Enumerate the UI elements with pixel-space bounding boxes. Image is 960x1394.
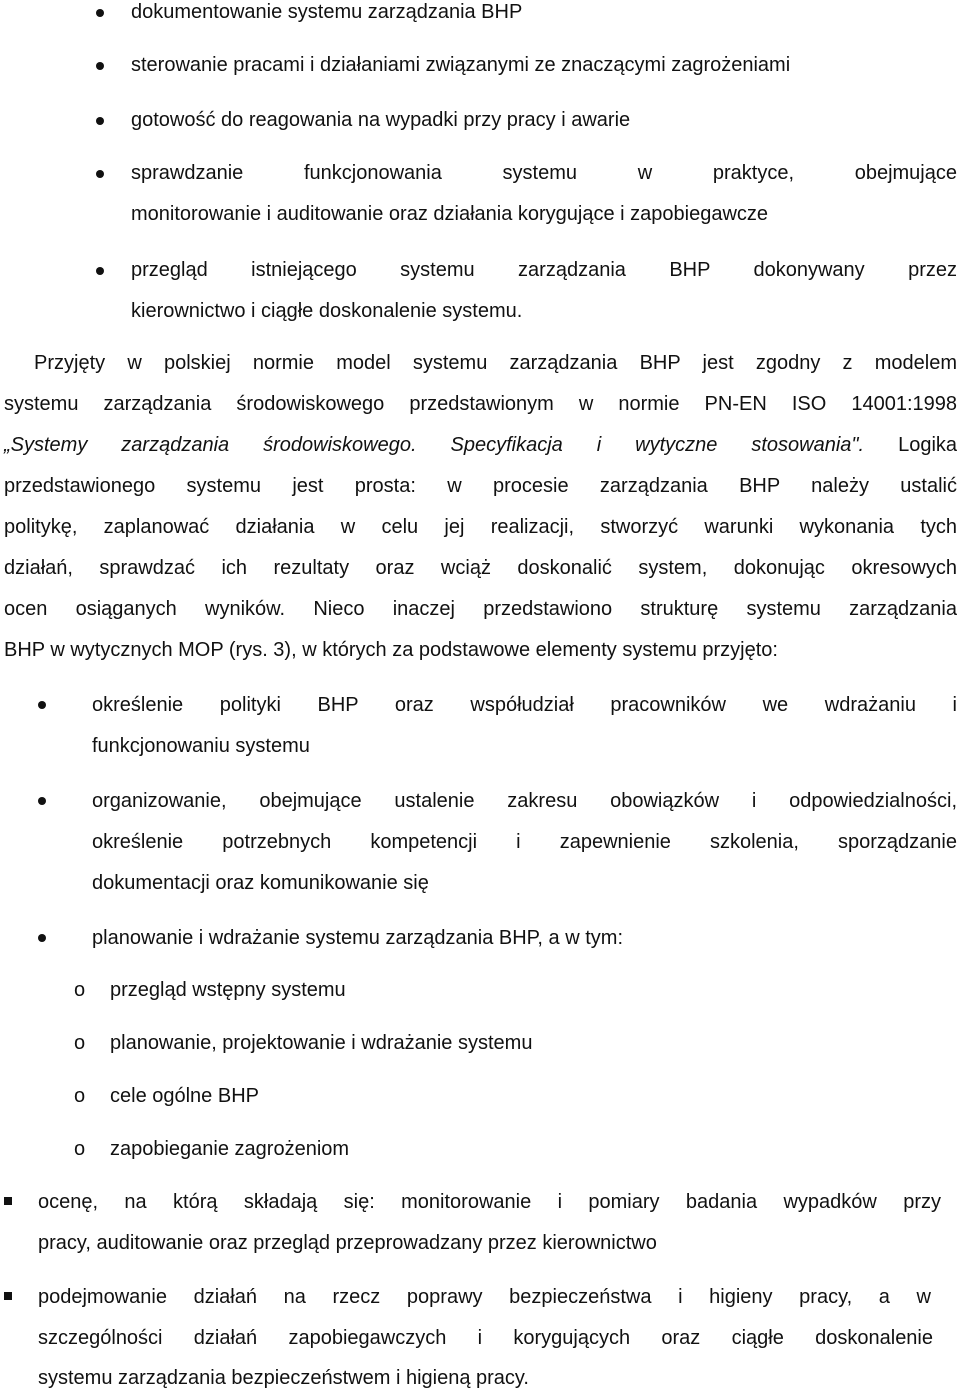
paragraph-line: systemu zarządzania środowiskowego przedstawionym w normie PN-EN ISO 14001:1998 [4, 393, 957, 415]
bullet-icon [96, 62, 104, 70]
bullet-icon [38, 701, 46, 709]
bullet-icon [38, 934, 46, 942]
list-item-line: ocenę, na którą składają się: monitorowanie i pomiary badania wypadków przy [38, 1191, 941, 1213]
bullet-icon [96, 267, 104, 275]
circle-bullet-icon: o [74, 1032, 86, 1054]
paragraph-line: przedstawionego systemu jest prosta: w procesie zarządzania BHP należy ustalić [4, 475, 957, 497]
list-item-line: pracy, auditowanie oraz przegląd przeprowadzany przez kierownictwo [38, 1232, 657, 1254]
list-item-line: podejmowanie działań na rzecz poprawy bezpieczeństwa i higieny pracy, a w [38, 1286, 931, 1308]
bullet-icon [96, 9, 104, 17]
circle-bullet-icon: o [74, 1085, 86, 1107]
paragraph-text: Logika [898, 434, 958, 456]
list-item: sterowanie pracami i działaniami związanymi ze znaczącymi zagrożeniami [131, 54, 791, 76]
paragraph-line: politykę, zaplanować działania w celu jej realizacji, stworzyć warunki wykonania tych [4, 516, 957, 538]
list-item-line: dokumentacji oraz komunikowanie się [92, 872, 429, 894]
bullet-icon [38, 797, 46, 805]
circle-bullet-icon: o [74, 1138, 86, 1160]
bullet-icon [96, 170, 104, 178]
square-bullet-icon [4, 1197, 12, 1205]
paragraph-line [4, 433, 957, 457]
sublist-item: planowanie, projektowanie i wdrażanie systemu [110, 1032, 533, 1054]
list-item-line: szczególności działań zapobiegawczych i korygujących oraz ciągłe doskonalenie [38, 1327, 933, 1349]
paragraph-line: BHP w wytycznych MOP (rys. 3), w których za podstawowe elementy systemu przyjęto: [4, 639, 778, 661]
list-item-line: przegląd istniejącego systemu zarządzania BHP dokonywany przez [131, 259, 957, 281]
list-item-line: określenie potrzebnych kompetencji i zapewnienie szkolenia, sporządzanie [92, 831, 957, 853]
list-item: gotowość do reagowania na wypadki przy pracy i awarie [131, 109, 631, 131]
sublist-item: cele ogólne BHP [110, 1085, 259, 1107]
list-item-line: kierownictwo i ciągłe doskonalenie systemu. [131, 300, 523, 322]
list-item-line: systemu zarządzania bezpieczeństwem i higieną pracy. [38, 1367, 529, 1389]
list-item-line: funkcjonowaniu systemu [92, 735, 310, 757]
list-item-line: planowanie i wdrażanie systemu zarządzania BHP, a w tym: [92, 927, 623, 949]
paragraph-line: ocen osiąganych wyników. Nieco inaczej przedstawiono strukturę systemu zarządzania [4, 598, 957, 620]
list-item-line: organizowanie, obejmujące ustalenie zakresu obowiązków i odpowiedzialności, [92, 790, 957, 812]
list-item-line: określenie polityki BHP oraz współudział pracowników we wdrażaniu i [92, 694, 957, 716]
list-item-line: monitorowanie i auditowanie oraz działania korygujące i zapobiegawcze [131, 203, 769, 225]
sublist-item: zapobieganie zagrożeniom [110, 1138, 350, 1160]
square-bullet-icon [4, 1292, 12, 1300]
paragraph-line: działań, sprawdzać ich rezultaty oraz wciąż doskonalić system, dokonując okresowych [4, 557, 957, 579]
italic-citation: „Systemy zarządzania środowiskowego. Specyfikacja i wytyczne stosowania". [4, 434, 865, 456]
circle-bullet-icon: o [74, 979, 86, 1001]
sublist-item: przegląd wstępny systemu [110, 979, 346, 1001]
bullet-icon [96, 117, 104, 125]
list-item: dokumentowanie systemu zarządzania BHP [131, 1, 523, 23]
paragraph-line: Przyjęty w polskiej normie model systemu zarządzania BHP jest zgodny z modelem [34, 352, 957, 374]
list-item-line: sprawdzanie funkcjonowania systemu w praktyce, obejmujące [131, 162, 957, 184]
